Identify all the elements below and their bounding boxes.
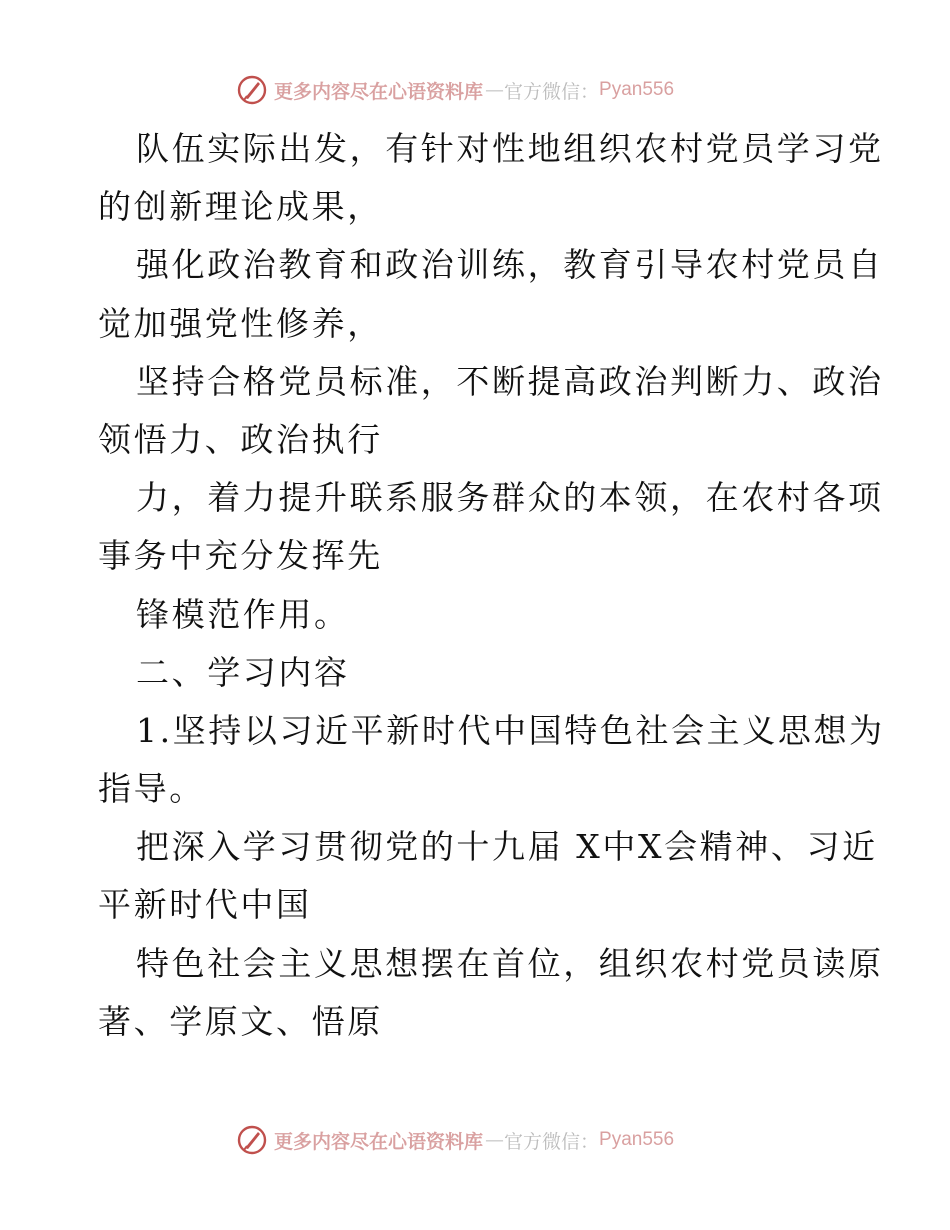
quill-pen-icon <box>236 74 268 106</box>
watermark-label: 官方微信： <box>504 80 600 103</box>
body-line: 平新时代中国 <box>98 885 312 925</box>
watermark-account: Pyan556 <box>599 1129 675 1150</box>
body-line: 领悟力、政治执行 <box>98 419 383 459</box>
watermark-text: 更多内容尽在心语资料库 <box>274 80 484 103</box>
body-line: 锋模范作用。 <box>136 594 350 634</box>
body-line: 坚持合格党员标准，不断提高政治判断力、政治 <box>136 361 884 401</box>
document-body <box>98 120 885 1051</box>
footer-watermark <box>236 1124 756 1156</box>
body-line: 队伍实际出发，有针对性地组织农村党员学习党 <box>136 129 884 168</box>
watermark-dash: — <box>485 79 503 101</box>
body-line: 指导。 <box>98 769 205 809</box>
watermark-dash: — <box>485 1129 503 1151</box>
body-line: 的创新理论成果， <box>98 187 383 227</box>
body-line: 特色社会主义思想摆在首位，组织农村党员读原 <box>136 943 884 983</box>
body-line: 著、学原文、悟原 <box>98 1001 383 1041</box>
body-line: 强化政治教育和政治训练，教育引导农村党员自 <box>136 245 884 285</box>
section-heading: 二、学习内容 <box>136 652 350 692</box>
body-line: 把深入学习贯彻党的十九届 X中X会精神、习近 <box>136 827 878 867</box>
watermark-label: 官方微信： <box>504 1130 600 1153</box>
body-line: 觉加强党性修养， <box>98 303 383 343</box>
header-watermark <box>236 74 756 106</box>
quill-pen-icon <box>236 1124 268 1156</box>
body-line: 力，着力提升联系服务群众的本领，在农村各项 <box>136 478 884 518</box>
watermark-text: 更多内容尽在心语资料库 <box>274 1130 484 1153</box>
body-line: 事务中充分发挥先 <box>98 536 383 576</box>
watermark-account: Pyan556 <box>599 79 675 100</box>
body-line: 1.坚持以习近平新时代中国特色社会主义思想为 <box>136 710 885 750</box>
